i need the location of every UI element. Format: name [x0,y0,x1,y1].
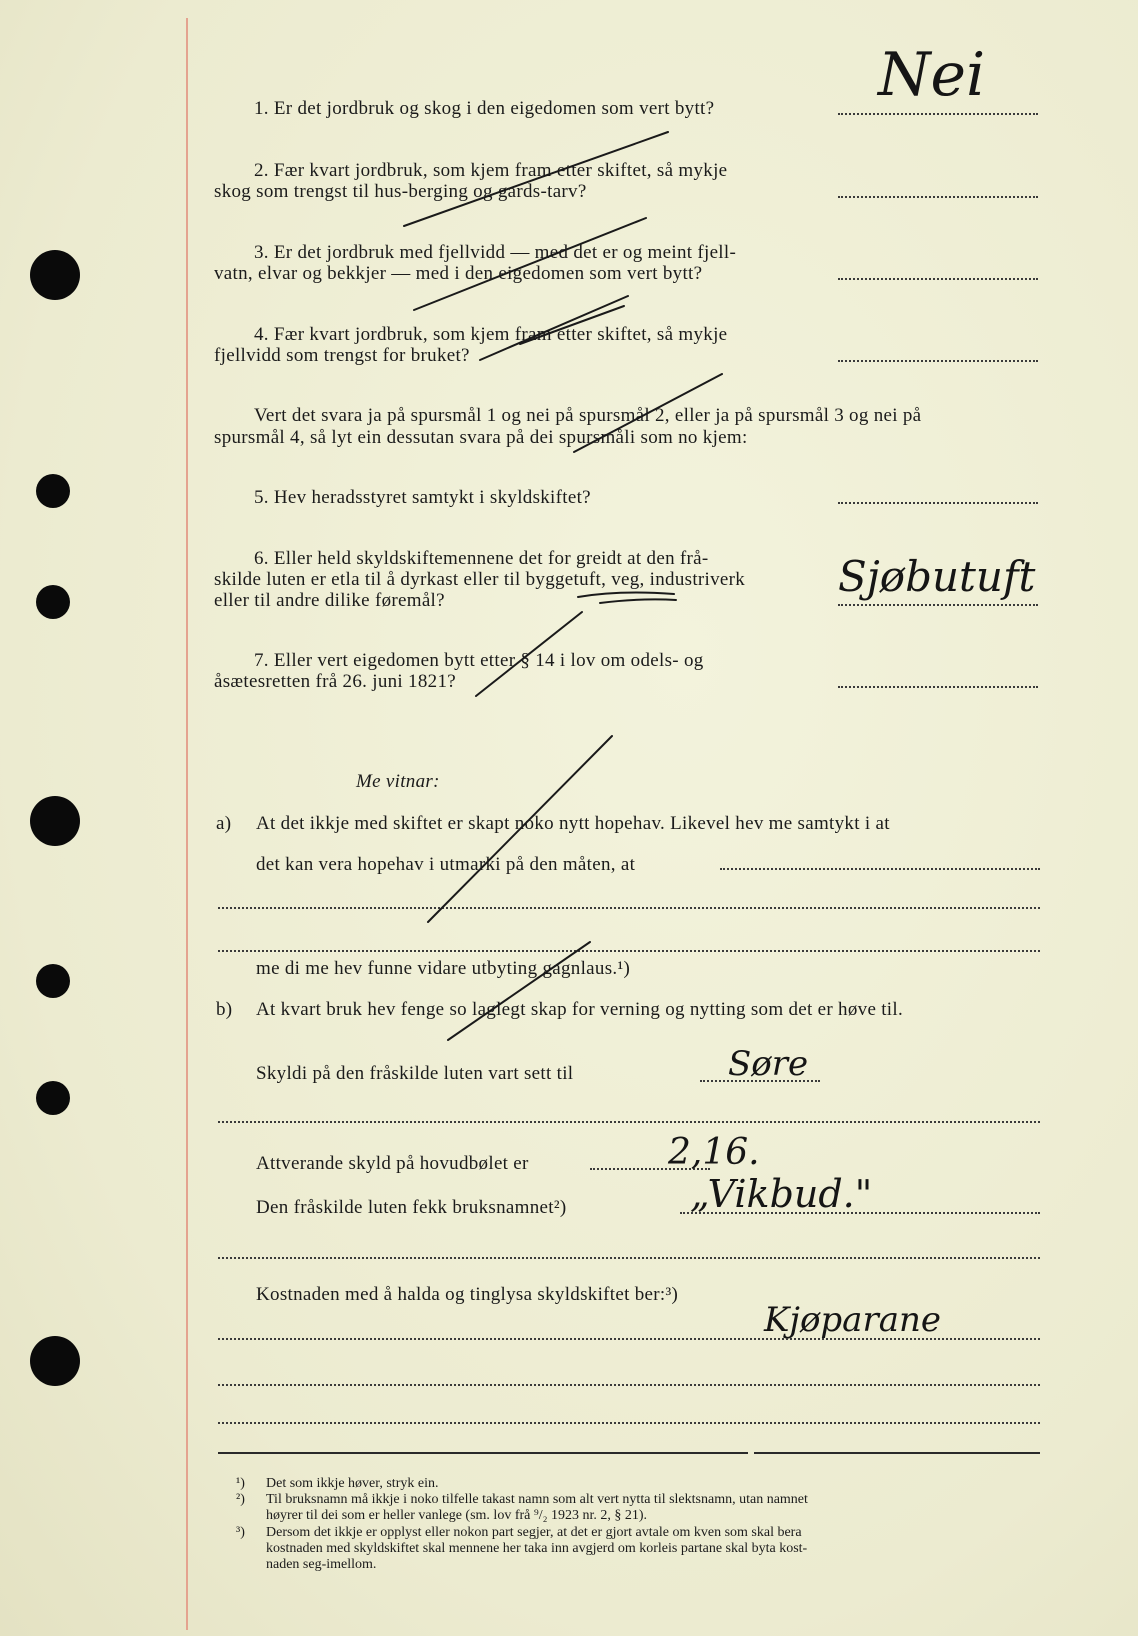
instruction-line1: Vert det svara ja på spursmål 1 og nei på spursmål 2, eller ja på spursmål 3 og nei på [254,405,922,426]
strike-stroke [428,736,612,922]
strike-stroke [574,374,722,452]
witness-heading: Me vitnar: [356,771,440,792]
bruksnamn-label: Den fråskilde luten fekk bruksnamnet²) [256,1197,567,1218]
question-1: 1. Er det jordbruk og skog i den eigedomen som vert bytt? [254,98,715,119]
attverande-value-handwritten: 2,16. [668,1132,760,1173]
footnote-1-marker: ¹) [236,1476,245,1491]
item-a-line2: det kan vera hopehav i utmarki på den måten, at [256,854,636,875]
instruction-line2: spursmål 4, så lyt ein dessutan svara på dei spursmåli som no kjem: [214,427,748,448]
underline-stroke [600,599,676,603]
footnote-3-line2: kostnaden med skyldskiftet skal mennene her taka inn avgjerd om korleis partane skal byta kost- [266,1541,808,1556]
answer-1-handwritten: Nei [878,40,986,110]
footnote-2-line1: Til bruksnamn må ikkje i noko tilfelle takast namn som alt vert nytta til slektsnamn, utan namnet [266,1492,808,1507]
question-6-line3: eller til andre dilike føremål? [214,590,445,611]
strike-stroke [520,306,624,344]
question-5: 5. Hev heradsstyret samtykt i skyldskiftet? [254,487,591,508]
item-a-marker: a) [216,813,232,834]
item-a-line3: me di me hev funne vidare utbyting gagnlaus.¹) [256,958,631,979]
attverande-label: Attverande skyld på hovudbølet er [256,1153,529,1174]
question-6-line2: skilde luten er etla til å dyrkast eller til byggetuft, veg, industriverk [214,569,746,590]
question-4-line1: 4. Fær kvart jordbruk, som kjem fram etter skiftet, så mykje [254,324,728,345]
footnote-3-line3: naden seg-imellom. [266,1557,377,1572]
question-7-line2: åsætesretten frå 26. juni 1821? [214,671,456,692]
kostnaden-value-handwritten: Kjøparane [764,1300,941,1340]
strike-stroke [476,612,582,696]
footnote-2-line2: høyrer til dei som er heller vanlege (sm. lov frå ⁹/₂ 1923 nr. 2, § 21). [266,1508,648,1523]
question-3-line2: vatn, elvar og bekkjer — med i den eigedomen som vert bytt? [214,263,703,284]
footnote-1-text: Det som ikkje høver, stryk ein. [266,1476,439,1491]
question-4-line2: fjellvidd som trengst for bruket? [214,345,470,366]
item-a-line1: At det ikkje med skiftet er skapt noko nytt hopehav. Likevel hev me samtykt i at [256,813,890,834]
question-3-line1: 3. Er det jordbruk med fjellvidd — med det er og meint fjell- [254,242,737,263]
strike-stroke [448,942,590,1040]
question-2-line1: 2. Fær kvart jordbruk, som kjem fram etter skiftet, så mykje [254,160,728,181]
bruksnamn-value-handwritten: „Vikbud." [690,1172,873,1216]
kostnaden-label: Kostnaden med å halda og tinglysa skyldskiftet ber:³) [256,1284,679,1305]
question-6-line1: 6. Eller held skyldskiftemennene det for greidt at den frå- [254,548,709,569]
strike-stroke [480,296,628,360]
underline-stroke [578,593,674,597]
item-b-line1: At kvart bruk hev fenge so laglegt skap for verning og nytting som det er høve til. [256,999,904,1020]
footnote-3-line1: Dersom det ikkje er opplyst eller nokon part segjer, at det er gjort avtale om kven som skal bera [266,1525,802,1540]
item-b-marker: b) [216,999,233,1020]
strike-stroke [404,132,668,226]
footnote-3-marker: ³) [236,1525,245,1540]
skyldi-value-handwritten: Søre [728,1044,809,1084]
skyldi-label: Skyldi på den fråskilde luten vart sett til [256,1063,574,1084]
answer-6-handwritten: Sjøbutuft [838,552,1036,601]
question-7-line1: 7. Eller vert eigedomen bytt etter § 14 i lov om odels- og [254,650,704,671]
footnote-2-marker: ²) [236,1492,245,1507]
strike-stroke [414,218,646,310]
question-2-line2: skog som trengst til hus-berging og gards-tarv? [214,181,587,202]
